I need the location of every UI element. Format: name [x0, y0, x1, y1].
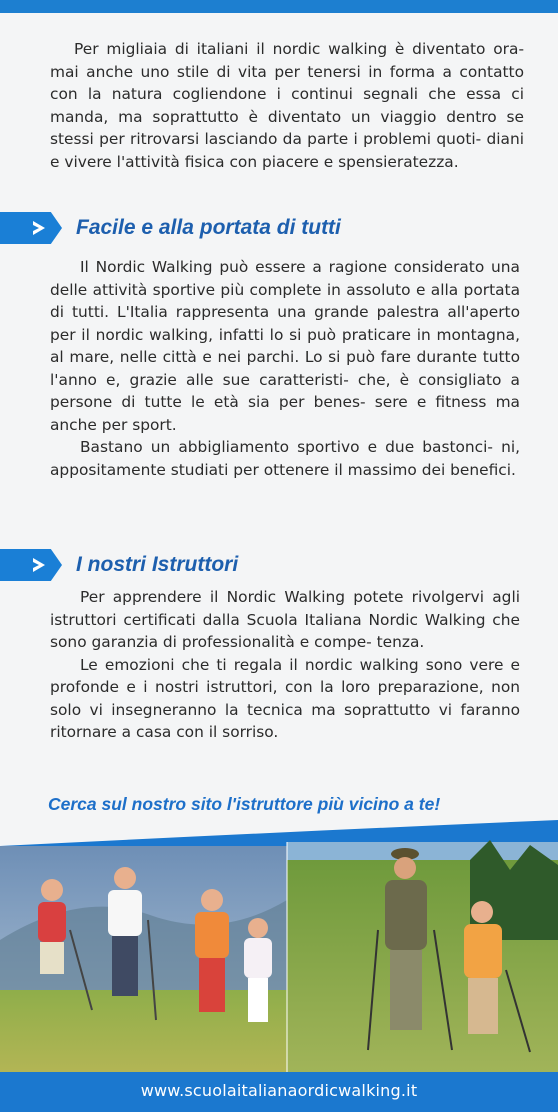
- section-header-istruttori: [0, 549, 558, 583]
- footer-bar: [0, 1072, 558, 1112]
- section-header-facile: [0, 212, 558, 246]
- website-link[interactable]: www.scuolaitalianaordicwalking.it: [140, 1081, 418, 1100]
- walkers-photo: [0, 820, 558, 1080]
- paragraph: Le emozioni che ti regala il nordic walking sono vere e profonde e i nostri istruttori, con la loro preparazione, non solo vi insegneranno la tecnica ma soprattutto vi faranno ritornare a casa con il sorriso.: [50, 655, 520, 741]
- top-accent-bar: [0, 0, 558, 13]
- paragraph: Bastano un abbigliamento sportivo e due bastonci- ni, appositamente studiati per ottenere il massimo dei benefici.: [50, 438, 520, 479]
- walkers-photo-illustration: [0, 820, 558, 1080]
- section-body-istruttori: [50, 586, 520, 744]
- section-title: Facile e alla portata di tutti: [76, 216, 341, 239]
- arrow-right-icon: [31, 557, 47, 573]
- call-to-action: Cerca sul nostro sito l'istruttore più vicino a te!: [48, 794, 441, 814]
- arrow-right-icon: [31, 220, 47, 236]
- paragraph: Il Nordic Walking può essere a ragione considerato una delle attività sportive più complete in assoluto e alla portata di tutti. L'Italia rappresenta una grande palestra all'aperto per il nordic walking, infatti lo si può praticare in montagna, al mare, nelle città e nei parchi. Lo si può fare durante tutto l'anno e, grazie alle sue caratteristi- che, è consigliato a persone di tutte le età sia per benes- sere e fitness ma anche per sport.: [50, 258, 520, 434]
- section-title: I nostri Istruttori: [76, 553, 239, 576]
- intro-paragraph: Per migliaia di italiani il nordic walking è diventato ora- mai anche uno stile di vita per tenersi in forma a contatto con la natura cogliendone i continui segnali che essa ci manda, ma soprattutto è diventato un viaggio dentro se stessi per ritrovarsi lasciando da parte i problemi quoti- diani e vivere l'attività fisica con piacere e spensieratezza.: [50, 40, 524, 171]
- paragraph: Per apprendere il Nordic Walking potete rivolgervi agli istruttori certificati dalla Scuola Italiana Nordic Walking che sono garanzia di professionalità e compe- tenza.: [50, 588, 520, 651]
- section-body-facile: [50, 256, 520, 481]
